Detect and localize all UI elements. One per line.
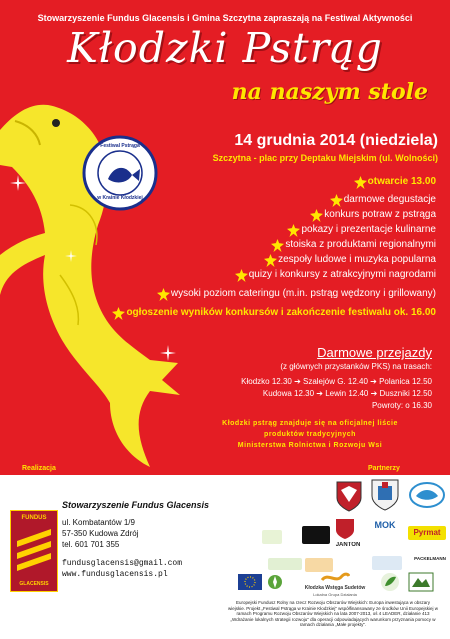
sponsor-logo-dark: [302, 526, 330, 544]
sponsor-klodzka-wstega-sub: Lokalna Grupa Działania: [313, 592, 357, 597]
transport-route: Kudowa 12.30 ➔ Lewin 12.40 ➔ Duszniki 12.50: [262, 389, 432, 398]
feature-label: stoiska z produktami regionalnymi: [285, 239, 436, 250]
feature-label: pokazy i prezentacje kulinarne: [301, 224, 436, 235]
feature-item: [235, 268, 436, 282]
feature-label: darmowe degustacje: [343, 194, 436, 205]
poster-subtitle: na naszym stole: [231, 79, 428, 105]
rural-program-logo-icon: [408, 572, 434, 592]
fundus-glacensis-logo: [10, 510, 58, 592]
feature-item: [264, 253, 436, 267]
leader-logo-icon: [266, 574, 284, 590]
sponsor-logo-anr: [262, 530, 282, 544]
organizer-email[interactable]: fundusglacensis@gmail.com: [62, 559, 183, 568]
tradition-note-line: Ministerstwa Rolnictwa i Rozwoju Wsi: [237, 442, 383, 449]
feature-item: [330, 193, 436, 207]
organizer-website[interactable]: www.fundusglacensis.pl: [62, 570, 168, 579]
tradition-note-line: Kłodzki pstrąg znajduje się na oficjalnej liście: [222, 420, 398, 427]
logo-text-top: FUNDUS: [21, 515, 47, 521]
sponsor-packelmann: PACKELMANN: [414, 556, 446, 561]
eu-flag-icon: [238, 574, 262, 590]
star-icon: [354, 176, 367, 189]
klodzka-wstega-logo-icon: [320, 570, 350, 584]
badge-ring-bottom: w Krainie Kłodzkiej: [97, 195, 143, 201]
organizer-phone: tel. 601 701 355: [62, 540, 120, 549]
feature-label: ogłoszenie wyników konkursów i zakończenie festiwalu ok. 16.00: [126, 307, 436, 318]
organizer-city: 57-350 Kudowa Zdrój: [62, 529, 139, 538]
star-icon: [287, 224, 300, 237]
badge-ring-top: Festiwal Pstrąga: [100, 143, 140, 149]
sponsor-logo-blue: [372, 556, 402, 570]
sparkle-icon: [10, 175, 26, 191]
feature-label: konkurs potraw z pstrąga: [324, 209, 436, 220]
transport-subtitle: (z głównych przystanków PKS) na trasach:: [280, 362, 432, 371]
feature-item: [354, 175, 436, 189]
fish-eye: [52, 119, 60, 127]
star-icon: [264, 254, 277, 267]
tradition-note-line: produktów tradycyjnych: [264, 431, 356, 438]
sponsor-janton: JANTON: [335, 542, 361, 548]
partners-label: Partnerzy: [368, 465, 400, 472]
feature-item: [310, 208, 436, 222]
star-icon: [112, 307, 125, 320]
star-icon: [235, 269, 248, 282]
transport-title: Darmowe przejazdy: [317, 345, 432, 360]
leaf-logo-icon: [380, 572, 400, 592]
sponsor-klodzka-wstega: Kłodzka Wstęga Sudetów: [304, 585, 366, 591]
feature-item: [271, 238, 436, 252]
poster-title: Kłodzki Pstrąg: [67, 24, 383, 72]
realization-label: Realizacja: [22, 465, 56, 472]
organizer-details: [62, 500, 232, 580]
sparkle-icon: [65, 250, 77, 262]
coat-of-arms-icon: [335, 480, 363, 512]
organizer-street: ul. Kombatantów 1/9: [62, 518, 135, 527]
feature-item: [287, 223, 436, 237]
header-line: Stowarzyszenie Fundus Glacensis i Gmina Szczytna zapraszają na Festiwal Aktywności: [37, 13, 413, 23]
sponsor-mok: MOK: [374, 520, 396, 530]
feature-label: otwarcie 13.00: [367, 176, 436, 187]
event-venue: Szczytna - plac przy Deptaku Miejskim (ul. Wolności): [212, 153, 438, 163]
logo-stripes-icon: [17, 529, 51, 573]
coat-of-arms-icon: [370, 478, 400, 512]
sponsor-logo-green: [268, 558, 302, 570]
feature-label: wysoki poziom cateringu (m.in. pstrąg wędzony i grillowany): [170, 288, 436, 299]
feature-label: quizy i konkursy z atrakcyjnymi nagrodami: [248, 269, 436, 280]
star-icon: [157, 288, 170, 301]
transport-route: Kłodzko 12.30 ➔ Szalejów G. 12.40 ➔ Polanica 12.50: [241, 377, 432, 386]
star-icon: [271, 239, 284, 252]
star-icon: [330, 194, 343, 207]
logo-text-bottom: GLACENSIS: [19, 581, 49, 587]
star-icon: [310, 209, 323, 222]
eu-funding-fine-print: Europejski Fundusz Rolny na rzecz Rozwoju Obszarów Wiejskich: Europa inwestująca w obszary wiejskie. Projekt „Festiwal Pstrąga w Krainie Kłodzkiej" współfinansowany ze środków Unii Europejskiej w ramach Programu Rozwoju Obszarów Wiejskich na lata 2007-2013, oś 4 LEADER, działanie 413 „Wdrażanie lokalnych strategii rozwoju" dla operacji odpowiadających warunkom przyznania pomocy w ramach działania „Małe projekty".: [228, 600, 438, 627]
fish-logo-icon: [408, 480, 446, 510]
sparkle-icon: [160, 345, 176, 361]
event-date: 14 grudnia 2014 (niedziela): [234, 132, 438, 149]
feature-item: [157, 287, 436, 301]
sponsor-pyrmat: Pyrmat: [408, 526, 446, 540]
feature-item: [112, 306, 436, 320]
transport-route: Powroty: o 16.30: [371, 401, 432, 410]
shield-icon: [335, 518, 355, 540]
organizer-name: Stowarzyszenie Fundus Glacensis: [62, 500, 210, 510]
feature-label: zespoły ludowe i muzyka popularna: [278, 254, 436, 265]
